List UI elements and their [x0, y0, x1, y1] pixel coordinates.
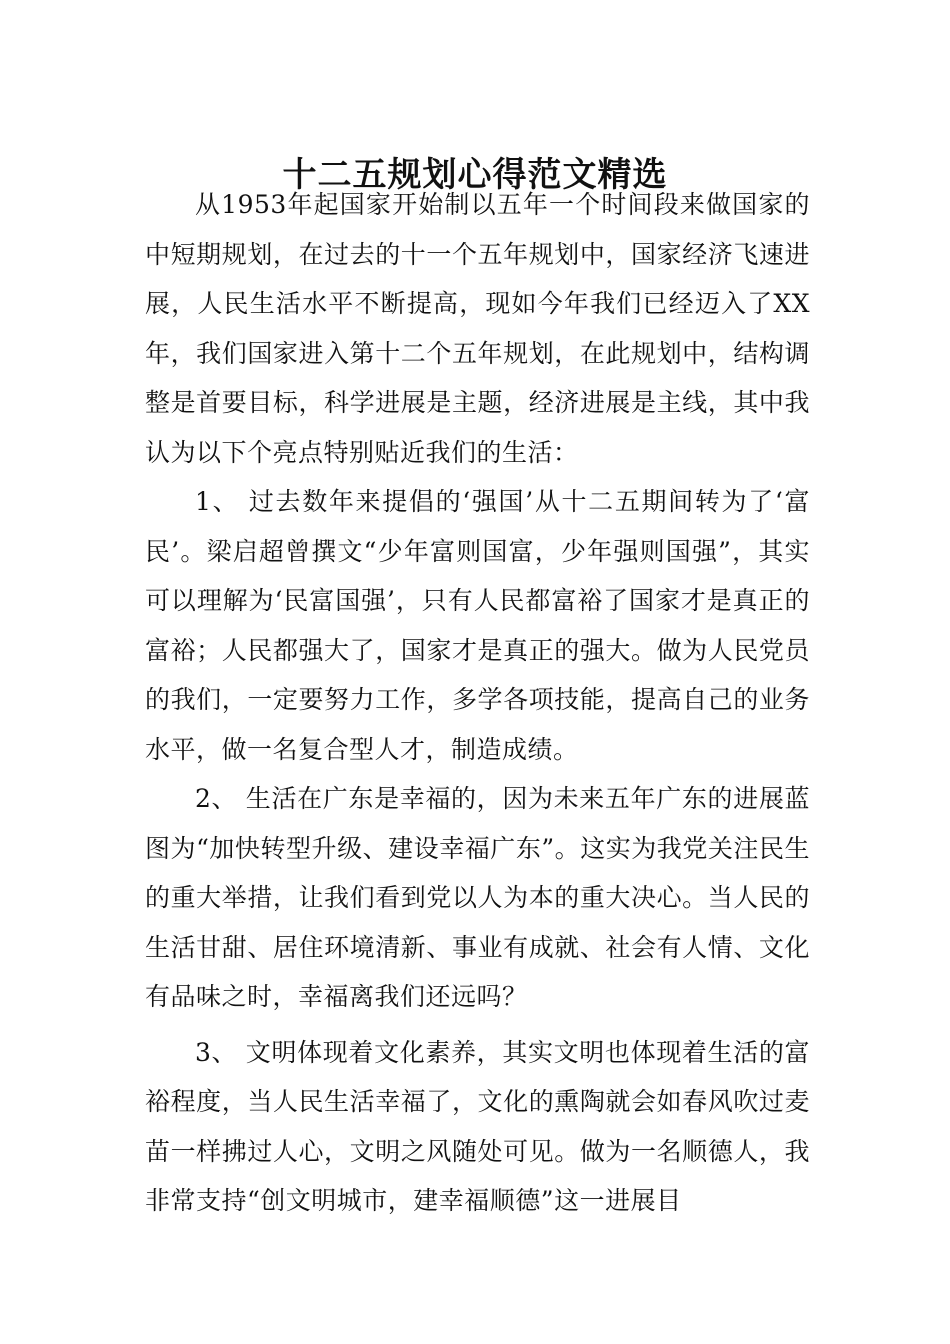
paragraph-intro: 从1953年起国家开始制以五年一个时间段来做国家的中短期规划，在过去的十一个五年规划中，国家经济飞速进展，人民生活水平不断提高，现如今年我们已经迈入了XX年，我们国家进入第十二个五年规划，在此规划中，结构调整是首要目标，科学进展是主题，经济进展是主线，其中我认为以下个亮点特别贴近我们的生活：	[145, 190, 810, 467]
paragraph-point-1: 1、 过去数年来提倡的‘强国’从十二五期间转为了‘富民’。梁启超曾撰文“少年富则国富，少年强则国强”，其实可以理解为‘民富国强’，只有人民都富裕了国家才是真正的富裕；人民都强大了，国家才是真正的强大。做为人民党员的我们，一定要努力工作，多学各项技能，提高自己的业务水平，做一名复合型人才，制造成绩。	[145, 487, 810, 764]
document-title: 十二五规划心得范文精选	[282, 154, 668, 195]
paragraph-point-3: 3、 文明体现着文化素养，其实文明也体现着生活的富裕程度，当人民生活幸福了，文化的熏陶就会如春风吹过麦苗一样拂过人心，文明之风随处可见。做为一名顺德人，我非常支持“创文明城市，建幸福顺德”这一进展目	[145, 1037, 810, 1215]
document-body	[145, 180, 810, 1226]
paragraph-point-2: 2、 生活在广东是幸福的，因为未来五年广东的进展蓝图为“加快转型升级、建设幸福广东”。这实为我党关注民生的重大举措，让我们看到党以人为本的重大决心。当人民的生活甘甜、居住环境清新、事业有成就、社会有人情、文化有品味之时，幸福离我们还远吗？	[145, 784, 810, 1011]
